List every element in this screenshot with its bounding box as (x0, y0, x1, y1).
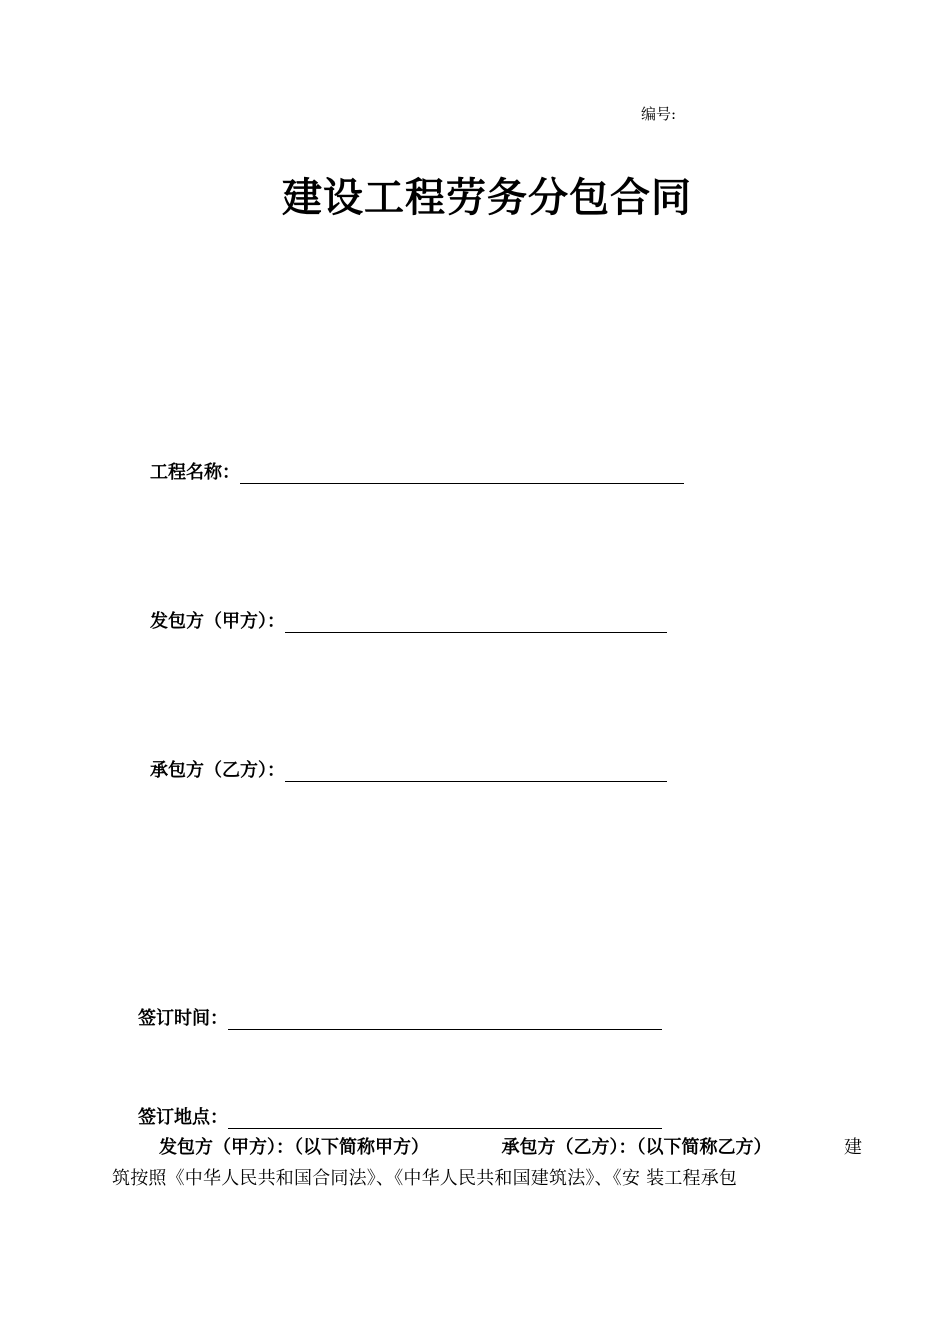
project-name-blank-line (240, 463, 684, 484)
sign-place-blank-line (228, 1108, 662, 1129)
document-title: 建设工程劳务分包合同 (282, 174, 692, 221)
sign-time-blank-line (228, 1009, 662, 1030)
party-a-label: 发包方（甲方）： (150, 611, 285, 632)
preamble-line-2: 筑按照《中华人民共和国合同法》、《中华人民共和国建筑法》、《安 装工程承包 (112, 1168, 738, 1189)
document-number-label: 编号: (641, 105, 677, 123)
sign-time-field (138, 1004, 662, 1030)
party-b-field (150, 756, 667, 782)
sign-time-label: 签订时间： (138, 1008, 228, 1029)
party-a-field (150, 607, 667, 633)
preamble-party-b: 承包方（乙方）：（以下简称乙方） (501, 1137, 772, 1158)
preamble-line-1 (112, 1132, 862, 1163)
party-a-blank-line (285, 612, 667, 633)
preamble-party-a: 发包方（甲方）：（以下简称甲方） (159, 1137, 429, 1158)
contract-preamble (112, 1132, 862, 1194)
project-name-label: 工程名称： (150, 462, 240, 483)
party-b-blank-line (285, 761, 667, 782)
preamble-continuation: 建 (844, 1137, 862, 1158)
project-name-field (150, 458, 684, 484)
sign-place-label: 签订地点： (138, 1107, 228, 1128)
sign-place-field (138, 1103, 662, 1129)
party-b-label: 承包方（乙方）： (150, 760, 285, 781)
